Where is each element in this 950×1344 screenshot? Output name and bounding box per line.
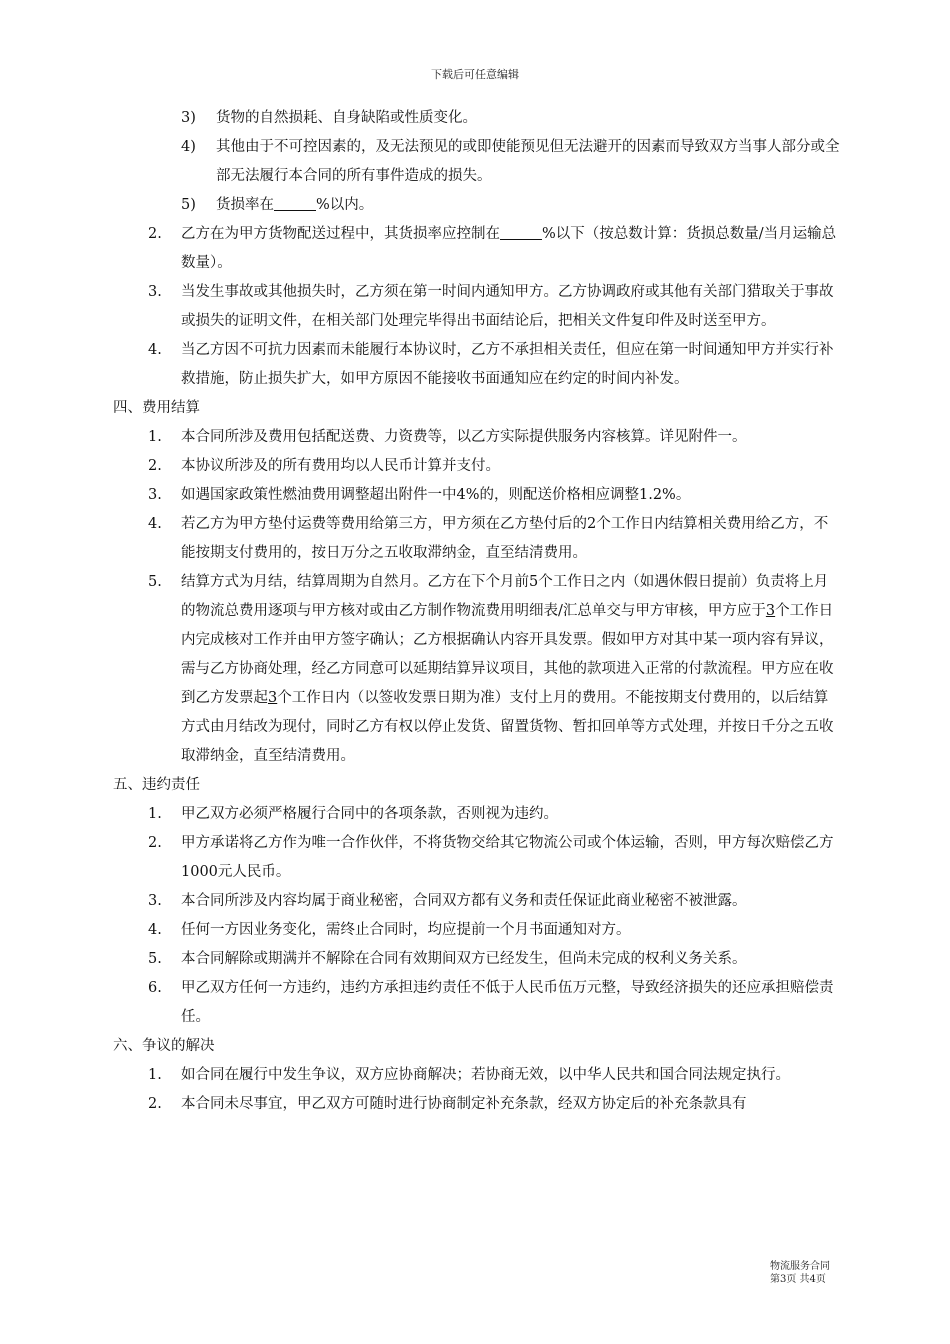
list-item-text: 本协议所涉及的所有费用均以人民币计算并支付。: [181, 458, 500, 474]
list-item: [0, 945, 950, 974]
underlined-value: 3: [765, 603, 776, 619]
list-item: [0, 220, 950, 278]
list-item-number: 5.: [148, 951, 162, 967]
section-heading: 四、费用结算: [113, 400, 200, 416]
list-item-text: 货损率在: [216, 197, 274, 213]
list-item-text: 本合同未尽事宜，甲乙双方可随时进行协商制定补充条款，经双方协定后的补充条款具有: [181, 1096, 747, 1112]
list-item-text: 甲乙双方必须严格履行合同中的各项条款，否则视为违约。: [181, 806, 558, 822]
list-item-text: 当乙方因不可抗力因素而未能履行本协议时，乙方不承担相关责任，但应在第一时间通知甲方并实行补救措施，防止损失扩大，如甲方原因不能接收书面通知应在约定的时间内补发。: [181, 342, 834, 387]
page-header: 下载后可任意编辑: [431, 68, 519, 81]
list-item: [0, 104, 950, 133]
list-item-number: 5.: [148, 574, 162, 590]
list-item-number: 2.: [148, 226, 162, 242]
list-item-text: 货物的自然损耗、自身缺陷或性质变化。: [216, 110, 477, 126]
fill-blank: [274, 196, 316, 211]
list-item-text: 个工作日内（以签收发票日期为准）支付上月的费用。不能按期支付费用的，以后结算方式由月结改为现付，同时乙方有权以停止发货、留置货物、暂扣回单等方式处理，并按日千分之五收取滞纳金，直至结清费用。: [181, 690, 834, 764]
list-item: [0, 510, 950, 568]
underlined-value: 3: [268, 690, 278, 706]
list-item-text: 结算方式为月结，结算周期为自然月。乙方在下个月前5个工作日之内（如遇休假日提前）负责将上月的物流总费用逐项与甲方核对或由乙方制作物流费用明细表/汇总单交与甲方审核，甲方应于: [181, 574, 829, 619]
list-item-number: 1.: [148, 806, 162, 822]
list-item-number: 4): [181, 139, 196, 155]
list-item-number: 6.: [148, 980, 162, 996]
list-item: [0, 133, 950, 191]
list-item: [0, 1090, 950, 1119]
list-item: [0, 829, 950, 887]
list-item: [0, 481, 950, 510]
list-item: [0, 887, 950, 916]
list-item: [0, 800, 950, 829]
list-item-text: %以下（按总数计算：货损总数量/当月运输总数量）。: [181, 226, 837, 271]
list-item-text: 甲乙双方任何一方违约，违约方承担违约责任不低于人民币伍万元整，导致经济损失的还应承担赔偿责任。: [181, 980, 834, 1025]
list-item-number: 3.: [148, 284, 162, 300]
list-item-number: 3.: [148, 487, 162, 503]
list-item-text: 如遇国家政策性燃油费用调整超出附件一中4%的，则配送价格相应调整1.2%。: [181, 487, 691, 503]
page-footer: [770, 1260, 830, 1286]
list-item: [0, 423, 950, 452]
list-item: [0, 916, 950, 945]
list-item: [0, 568, 950, 771]
list-item-text: 如合同在履行中发生争议，双方应协商解决；若协商无效，以中华人民共和国合同法规定执行。: [181, 1067, 790, 1083]
list-item: [0, 191, 950, 220]
list-item-text: 甲方承诺将乙方作为唯一合作伙伴，不将货物交给其它物流公司或个体运输，否则，甲方每次赔偿乙方1000元人民币。: [181, 835, 834, 880]
list-item: [0, 452, 950, 481]
list-item-number: 4.: [148, 342, 162, 358]
list-item-text: %以内。: [316, 197, 374, 213]
list-item-text: 本合同解除或期满并不解除在合同有效期间双方已经发生，但尚未完成的权利义务关系。: [181, 951, 747, 967]
footer-title: 物流服务合同: [770, 1261, 830, 1272]
list-item-text: 其他由于不可控因素的，及无法预见的或即使能预见但无法避开的因素而导致双方当事人部分或全部无法履行本合同的所有事件造成的损失。: [216, 139, 840, 184]
page-number: 第3页 共4页: [770, 1274, 826, 1285]
list-item: [0, 974, 950, 1032]
list-item: [0, 1061, 950, 1090]
list-item-text: 当发生事故或其他损失时，乙方须在第一时间内通知甲方。乙方协调政府或其他有关部门猎取关于事故或损失的证明文件，在相关部门处理完毕得出书面结论后，把相关文件复印件及时送至甲方。: [181, 284, 834, 329]
list-item: [0, 278, 950, 336]
list-item-text: 乙方在为甲方货物配送过程中，其货损率应控制在: [181, 226, 500, 242]
document-body: [0, 104, 950, 1119]
list-item-text: 本合同所涉及费用包括配送费、力资费等，以乙方实际提供服务内容核算。详见附件一。: [181, 429, 747, 445]
list-item-number: 1.: [148, 429, 162, 445]
list-item: [0, 336, 950, 394]
list-item-number: 2.: [148, 835, 162, 851]
list-item-text: 个工作日内完成核对工作并由甲方签字确认；乙方根据确认内容开具发票。假如甲方对其中某一项内容有异议，需与乙方协商处理，经乙方同意可以延期结算异议项目，其他的款项进入正常的付款流程。甲方应在收到乙方发票起: [181, 603, 834, 706]
list-item-number: 3.: [148, 893, 162, 909]
section-heading: 六、争议的解决: [113, 1038, 215, 1054]
list-item-number: 1.: [148, 1067, 162, 1083]
list-item-number: 5): [181, 197, 196, 213]
list-item-number: 2.: [148, 458, 162, 474]
list-item-number: 4.: [148, 516, 162, 532]
list-item-text: 本合同所涉及内容均属于商业秘密，合同双方都有义务和责任保证此商业秘密不被泄露。: [181, 893, 747, 909]
section-heading: 五、违约责任: [113, 777, 200, 793]
list-item-text: 若乙方为甲方垫付运费等费用给第三方，甲方须在乙方垫付后的2个工作日内结算相关费用给乙方，不能按期支付费用的，按日万分之五收取滞纳金，直至结清费用。: [181, 516, 829, 561]
fill-blank: [500, 225, 542, 240]
list-item-text: 任何一方因业务变化，需终止合同时，均应提前一个月书面通知对方。: [181, 922, 631, 938]
list-item-number: 4.: [148, 922, 162, 938]
list-item-number: 3): [181, 110, 196, 126]
list-item-number: 2.: [148, 1096, 162, 1112]
